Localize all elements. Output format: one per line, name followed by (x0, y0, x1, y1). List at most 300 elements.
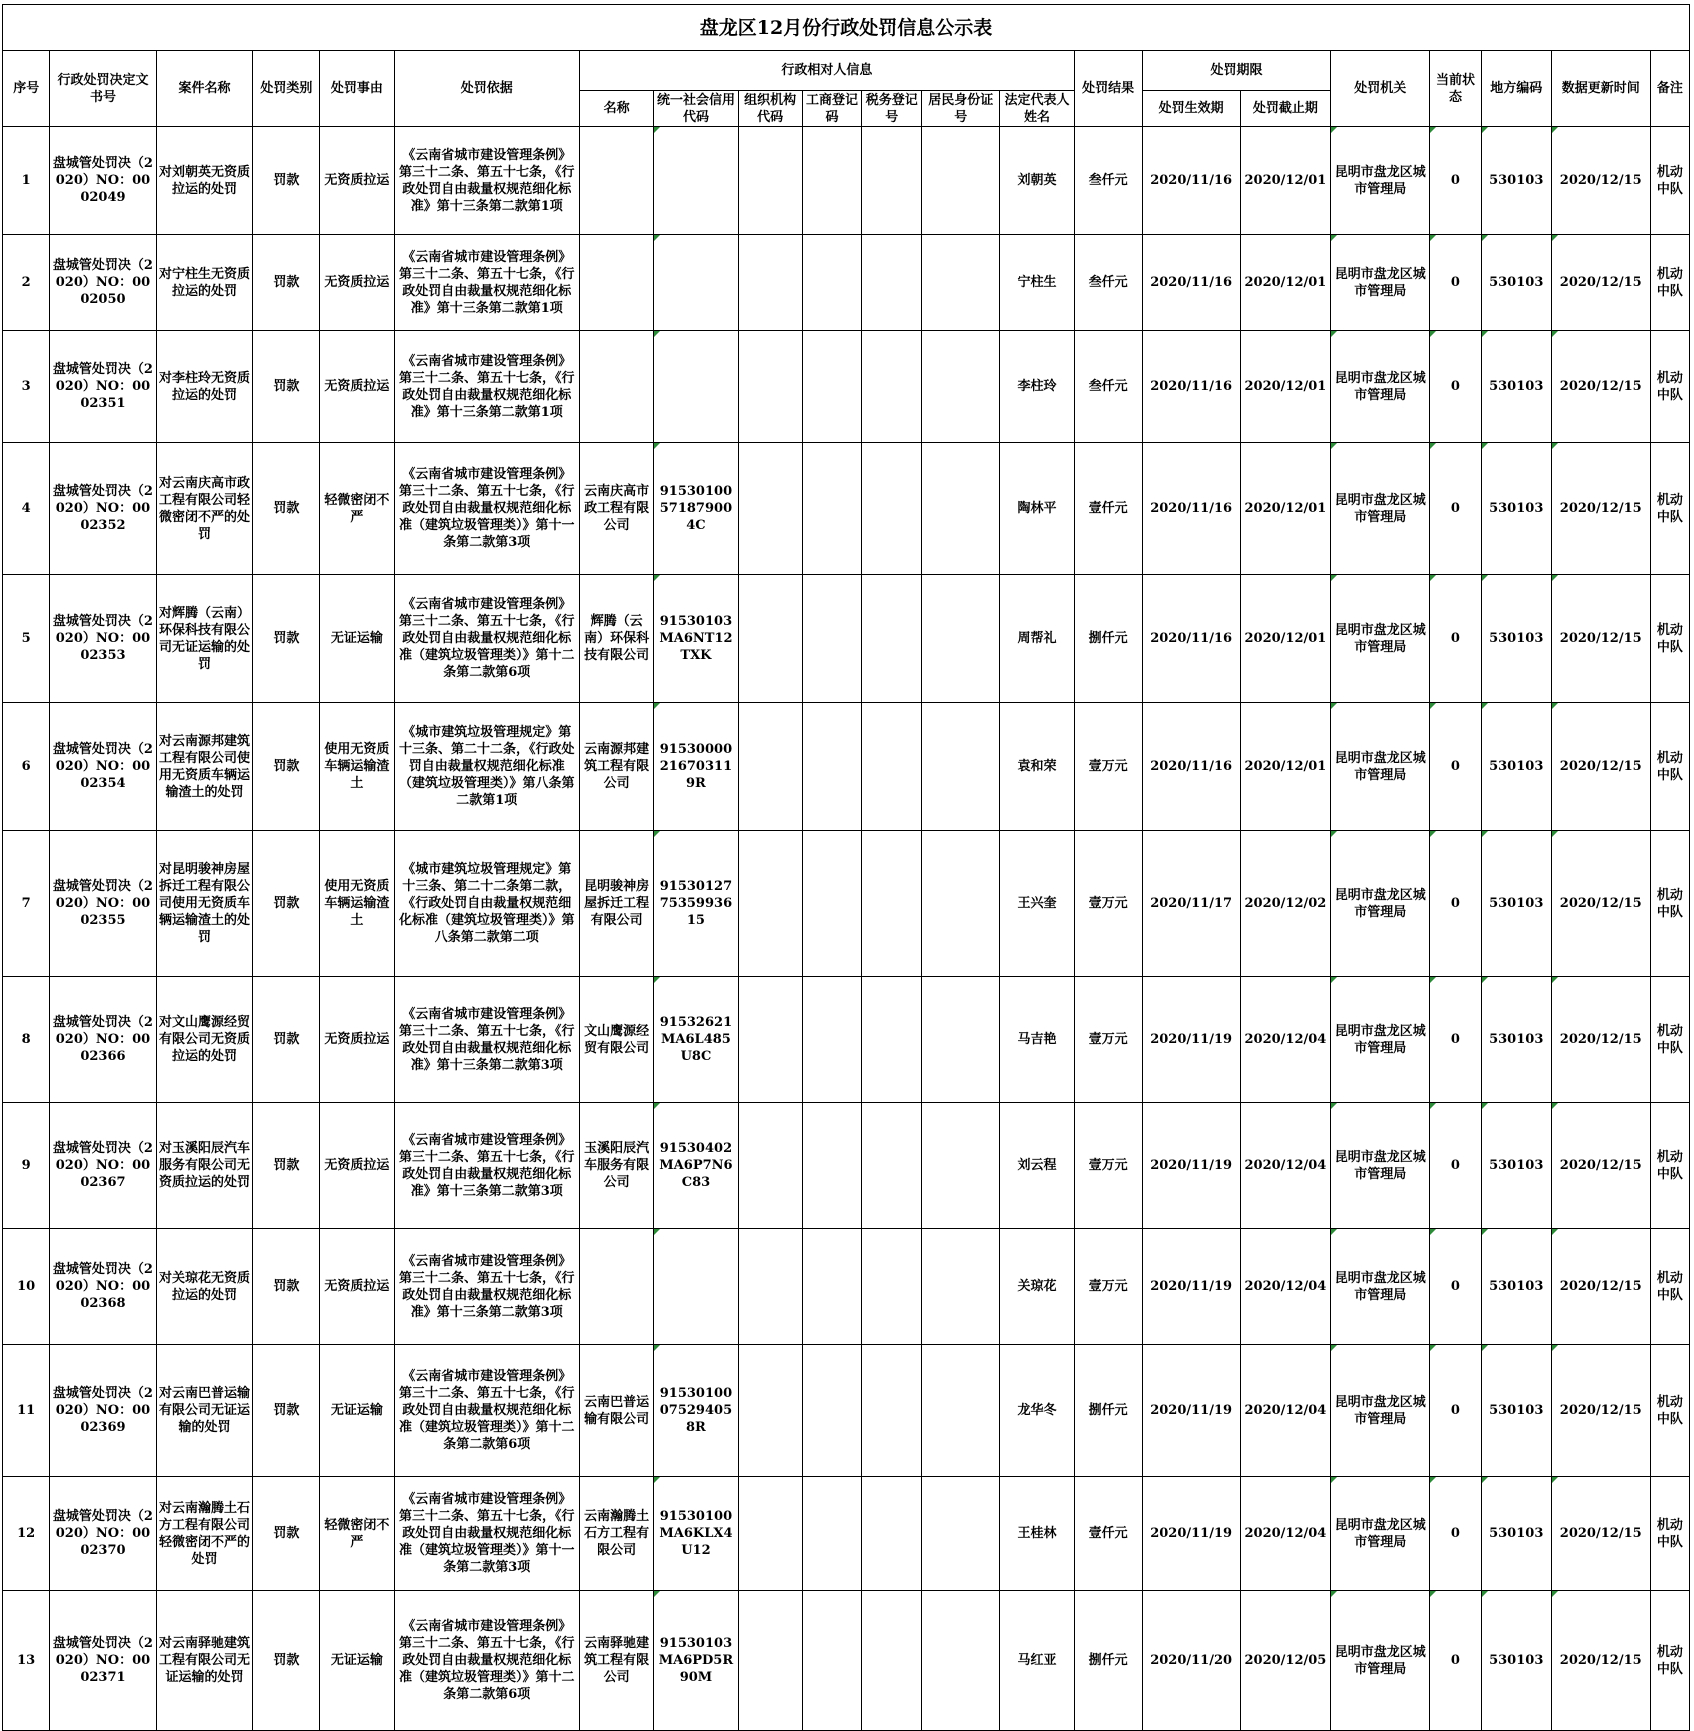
cell-party-name: 云南巴普运输有限公司 (580, 1345, 654, 1477)
cell-remark: 机动中队 (1650, 703, 1689, 831)
header-legal-rep: 法定代表人姓名 (1000, 91, 1074, 127)
cell-id-no (922, 1103, 1000, 1229)
cell-org-code (738, 703, 802, 831)
cell-party-name: 云南驿驰建筑工程有限公司 (580, 1591, 654, 1731)
cell-credit-code: 91530402MA6P7N6C83 (654, 1103, 738, 1229)
cell-party-name (580, 127, 654, 235)
cell-start: 2020/11/16 (1142, 443, 1240, 575)
cell-legal-rep: 刘朝英 (1000, 127, 1074, 235)
cell-tax-reg (862, 235, 922, 331)
cell-result: 壹仟元 (1074, 1477, 1142, 1591)
cell-id-no (922, 1229, 1000, 1345)
cell-remark: 机动中队 (1650, 331, 1689, 443)
table-row (3, 703, 1690, 831)
cell-authority: 昆明市盘龙区城市管理局 (1331, 575, 1430, 703)
cell-seq: 12 (3, 1477, 50, 1591)
cell-status: 0 (1430, 831, 1482, 977)
cell-authority: 昆明市盘龙区城市管理局 (1331, 1477, 1430, 1591)
header-authority: 处罚机关 (1331, 51, 1430, 127)
cell-authority: 昆明市盘龙区城市管理局 (1331, 331, 1430, 443)
cell-case-name: 对玉溪阳辰汽车服务有限公司无资质拉运的处罚 (156, 1103, 253, 1229)
cell-status: 0 (1430, 235, 1482, 331)
cell-legal-rep: 周帮礼 (1000, 575, 1074, 703)
cell-biz-reg (802, 575, 862, 703)
table-row (3, 235, 1690, 331)
cell-legal-rep: 陶林平 (1000, 443, 1074, 575)
cell-start: 2020/11/16 (1142, 235, 1240, 331)
cell-start: 2020/11/16 (1142, 127, 1240, 235)
cell-decision-no: 盘城管处罚决（2020）NO：0002354 (50, 703, 156, 831)
table-row (3, 1103, 1690, 1229)
header-tax-reg: 税务登记号 (862, 91, 922, 127)
cell-update-time: 2020/12/15 (1551, 1345, 1650, 1477)
cell-end: 2020/12/01 (1240, 127, 1331, 235)
cell-remark: 机动中队 (1650, 443, 1689, 575)
cell-org-code (738, 831, 802, 977)
cell-status: 0 (1430, 1229, 1482, 1345)
cell-id-no (922, 443, 1000, 575)
cell-org-code (738, 1229, 802, 1345)
cell-decision-no: 盘城管处罚决（2020）NO：0002368 (50, 1229, 156, 1345)
cell-end: 2020/12/04 (1240, 1229, 1331, 1345)
cell-category: 罚款 (253, 127, 320, 235)
cell-org-code (738, 575, 802, 703)
cell-basis: 《城市建筑垃圾管理规定》第十三条、第二十二条，《行政处罚自由裁量权规范细化标准（建筑垃圾管理类）》第八条第二款第1项 (394, 703, 579, 831)
cell-case-name: 对文山鹰源经贸有限公司无资质拉运的处罚 (156, 977, 253, 1103)
cell-status: 0 (1430, 127, 1482, 235)
cell-end: 2020/12/01 (1240, 235, 1331, 331)
cell-region-code: 530103 (1481, 1103, 1551, 1229)
cell-decision-no: 盘城管处罚决（2020）NO：0002049 (50, 127, 156, 235)
cell-region-code: 530103 (1481, 1477, 1551, 1591)
cell-legal-rep: 李柱玲 (1000, 331, 1074, 443)
cell-seq: 2 (3, 235, 50, 331)
cell-status: 0 (1430, 1345, 1482, 1477)
cell-update-time: 2020/12/15 (1551, 235, 1650, 331)
cell-credit-code: 91532621MA6L485U8C (654, 977, 738, 1103)
header-region-code: 地方编码 (1481, 51, 1551, 127)
cell-biz-reg (802, 1591, 862, 1731)
cell-start: 2020/11/19 (1142, 1345, 1240, 1477)
cell-authority: 昆明市盘龙区城市管理局 (1331, 703, 1430, 831)
cell-case-name: 对云南源邦建筑工程有限公司使用无资质车辆运输渣土的处罚 (156, 703, 253, 831)
cell-id-no (922, 977, 1000, 1103)
cell-region-code: 530103 (1481, 1229, 1551, 1345)
header-party-name: 名称 (580, 91, 654, 127)
cell-authority: 昆明市盘龙区城市管理局 (1331, 127, 1430, 235)
cell-legal-rep: 宁柱生 (1000, 235, 1074, 331)
cell-case-name: 对辉腾（云南）环保科技有限公司无证运输的处罚 (156, 575, 253, 703)
cell-region-code: 530103 (1481, 235, 1551, 331)
table-row (3, 331, 1690, 443)
cell-remark: 机动中队 (1650, 1591, 1689, 1731)
cell-remark: 机动中队 (1650, 127, 1689, 235)
cell-update-time: 2020/12/15 (1551, 575, 1650, 703)
cell-end: 2020/12/02 (1240, 831, 1331, 977)
cell-legal-rep: 刘云程 (1000, 1103, 1074, 1229)
cell-status: 0 (1430, 575, 1482, 703)
cell-org-code (738, 127, 802, 235)
cell-result: 叁仟元 (1074, 331, 1142, 443)
cell-case-name: 对云南瀚腾土石方工程有限公司轻微密闭不严的处罚 (156, 1477, 253, 1591)
cell-authority: 昆明市盘龙区城市管理局 (1331, 977, 1430, 1103)
cell-party-name (580, 331, 654, 443)
cell-seq: 9 (3, 1103, 50, 1229)
header-category: 处罚类别 (253, 51, 320, 127)
cell-basis: 《云南省城市建设管理条例》第三十二条、第五十七条，《行政处罚自由裁量权规范细化标准（建筑垃圾管理类）》第十一条第二款第3项 (394, 1477, 579, 1591)
table-row (3, 831, 1690, 977)
cell-case-name: 对刘朝英无资质拉运的处罚 (156, 127, 253, 235)
cell-result: 捌仟元 (1074, 575, 1142, 703)
cell-org-code (738, 331, 802, 443)
cell-end: 2020/12/04 (1240, 1103, 1331, 1229)
cell-basis: 《云南省城市建设管理条例》第三十二条、第五十七条，《行政处罚自由裁量权规范细化标准》第十三条第二款第1项 (394, 331, 579, 443)
cell-region-code: 530103 (1481, 127, 1551, 235)
cell-status: 0 (1430, 703, 1482, 831)
cell-org-code (738, 1477, 802, 1591)
cell-party-name: 文山鹰源经贸有限公司 (580, 977, 654, 1103)
table-row (3, 1345, 1690, 1477)
cell-update-time: 2020/12/15 (1551, 127, 1650, 235)
cell-credit-code: 91530100MA6KLX4U12 (654, 1477, 738, 1591)
cell-status: 0 (1430, 443, 1482, 575)
cell-region-code: 530103 (1481, 575, 1551, 703)
cell-biz-reg (802, 977, 862, 1103)
cell-start: 2020/11/16 (1142, 575, 1240, 703)
cell-reason: 无资质拉运 (320, 127, 394, 235)
cell-result: 壹万元 (1074, 1103, 1142, 1229)
cell-update-time: 2020/12/15 (1551, 703, 1650, 831)
cell-basis: 《云南省城市建设管理条例》第三十二条、第五十七条，《行政处罚自由裁量权规范细化标准（建筑垃圾管理类）》第十二条第二款第6项 (394, 575, 579, 703)
cell-status: 0 (1430, 977, 1482, 1103)
cell-basis: 《云南省城市建设管理条例》第三十二条、第五十七条，《行政处罚自由裁量权规范细化标准（建筑垃圾管理类）》第十一条第二款第3项 (394, 443, 579, 575)
cell-result: 壹仟元 (1074, 443, 1142, 575)
cell-legal-rep: 王兴奎 (1000, 831, 1074, 977)
cell-biz-reg (802, 1345, 862, 1477)
cell-region-code: 530103 (1481, 831, 1551, 977)
cell-start: 2020/11/19 (1142, 1103, 1240, 1229)
cell-seq: 3 (3, 331, 50, 443)
cell-end: 2020/12/04 (1240, 1477, 1331, 1591)
cell-id-no (922, 331, 1000, 443)
cell-start: 2020/11/16 (1142, 331, 1240, 443)
header-biz-reg: 工商登记码 (802, 91, 862, 127)
cell-credit-code (654, 127, 738, 235)
cell-tax-reg (862, 1229, 922, 1345)
cell-region-code: 530103 (1481, 977, 1551, 1103)
cell-id-no (922, 235, 1000, 331)
cell-decision-no: 盘城管处罚决（2020）NO：0002370 (50, 1477, 156, 1591)
header-period: 处罚期限 (1142, 51, 1331, 91)
cell-category: 罚款 (253, 1477, 320, 1591)
cell-end: 2020/12/05 (1240, 1591, 1331, 1731)
cell-decision-no: 盘城管处罚决（2020）NO：0002366 (50, 977, 156, 1103)
cell-credit-code: 915301277535993615 (654, 831, 738, 977)
cell-party-name: 云南庆高市政工程有限公司 (580, 443, 654, 575)
cell-biz-reg (802, 831, 862, 977)
header-case-name: 案件名称 (156, 51, 253, 127)
cell-result: 壹万元 (1074, 977, 1142, 1103)
cell-category: 罚款 (253, 575, 320, 703)
cell-start: 2020/11/17 (1142, 831, 1240, 977)
cell-org-code (738, 1103, 802, 1229)
cell-biz-reg (802, 703, 862, 831)
cell-party-name: 辉腾（云南）环保科技有限公司 (580, 575, 654, 703)
cell-category: 罚款 (253, 1345, 320, 1477)
table-row (3, 1591, 1690, 1731)
sheet-title: 盘龙区12月份行政处罚信息公示表 (2, 4, 1690, 50)
cell-org-code (738, 235, 802, 331)
cell-status: 0 (1430, 1591, 1482, 1731)
cell-authority: 昆明市盘龙区城市管理局 (1331, 443, 1430, 575)
cell-biz-reg (802, 1229, 862, 1345)
header-org-code: 组织机构代码 (738, 91, 802, 127)
cell-org-code (738, 1345, 802, 1477)
cell-id-no (922, 575, 1000, 703)
table-row (3, 977, 1690, 1103)
cell-remark: 机动中队 (1650, 1103, 1689, 1229)
cell-basis: 《云南省城市建设管理条例》第三十二条、第五十七条，《行政处罚自由裁量权规范细化标准（建筑垃圾管理类）》第十二条第二款第6项 (394, 1591, 579, 1731)
cell-seq: 11 (3, 1345, 50, 1477)
table-row (3, 1477, 1690, 1591)
cell-tax-reg (862, 1477, 922, 1591)
cell-tax-reg (862, 331, 922, 443)
cell-case-name: 对云南巴普运输有限公司无证运输的处罚 (156, 1345, 253, 1477)
cell-end: 2020/12/01 (1240, 703, 1331, 831)
cell-end: 2020/12/01 (1240, 443, 1331, 575)
cell-id-no (922, 703, 1000, 831)
cell-start: 2020/11/20 (1142, 1591, 1240, 1731)
cell-result: 壹万元 (1074, 831, 1142, 977)
cell-tax-reg (862, 443, 922, 575)
cell-decision-no: 盘城管处罚决（2020）NO：0002351 (50, 331, 156, 443)
cell-region-code: 530103 (1481, 1345, 1551, 1477)
cell-party-name: 云南瀚腾土石方工程有限公司 (580, 1477, 654, 1591)
cell-basis: 《云南省城市建设管理条例》第三十二条、第五十七条，《行政处罚自由裁量权规范细化标准》第十三条第二款第3项 (394, 1229, 579, 1345)
header-result: 处罚结果 (1074, 51, 1142, 127)
cell-remark: 机动中队 (1650, 831, 1689, 977)
cell-biz-reg (802, 443, 862, 575)
header-start: 处罚生效期 (1142, 91, 1240, 127)
cell-credit-code: 91530000216703119R (654, 703, 738, 831)
cell-basis: 《云南省城市建设管理条例》第三十二条、第五十七条，《行政处罚自由裁量权规范细化标准》第十三条第二款第3项 (394, 977, 579, 1103)
cell-legal-rep: 关琼花 (1000, 1229, 1074, 1345)
cell-remark: 机动中队 (1650, 977, 1689, 1103)
cell-remark: 机动中队 (1650, 235, 1689, 331)
cell-update-time: 2020/12/15 (1551, 1477, 1650, 1591)
cell-remark: 机动中队 (1650, 1229, 1689, 1345)
cell-case-name: 对关琼花无资质拉运的处罚 (156, 1229, 253, 1345)
cell-authority: 昆明市盘龙区城市管理局 (1331, 831, 1430, 977)
cell-party-name: 玉溪阳辰汽车服务有限公司 (580, 1103, 654, 1229)
cell-category: 罚款 (253, 831, 320, 977)
cell-tax-reg (862, 977, 922, 1103)
cell-decision-no: 盘城管处罚决（2020）NO：0002353 (50, 575, 156, 703)
header-reason: 处罚事由 (320, 51, 394, 127)
cell-authority: 昆明市盘龙区城市管理局 (1331, 1229, 1430, 1345)
cell-reason: 无资质拉运 (320, 235, 394, 331)
cell-legal-rep: 龙华冬 (1000, 1345, 1074, 1477)
cell-biz-reg (802, 127, 862, 235)
cell-remark: 机动中队 (1650, 575, 1689, 703)
cell-credit-code: 91530100075294058R (654, 1345, 738, 1477)
cell-update-time: 2020/12/15 (1551, 1591, 1650, 1731)
cell-update-time: 2020/12/15 (1551, 831, 1650, 977)
cell-result: 捌仟元 (1074, 1591, 1142, 1731)
cell-biz-reg (802, 331, 862, 443)
cell-remark: 机动中队 (1650, 1345, 1689, 1477)
header-update-time: 数据更新时间 (1551, 51, 1650, 127)
cell-status: 0 (1430, 1103, 1482, 1229)
cell-category: 罚款 (253, 1229, 320, 1345)
cell-tax-reg (862, 1591, 922, 1731)
cell-reason: 轻微密闭不严 (320, 443, 394, 575)
cell-decision-no: 盘城管处罚决（2020）NO：0002371 (50, 1591, 156, 1731)
cell-update-time: 2020/12/15 (1551, 331, 1650, 443)
cell-id-no (922, 831, 1000, 977)
cell-seq: 10 (3, 1229, 50, 1345)
cell-reason: 使用无资质车辆运输渣土 (320, 831, 394, 977)
cell-decision-no: 盘城管处罚决（2020）NO：0002355 (50, 831, 156, 977)
cell-category: 罚款 (253, 1103, 320, 1229)
cell-region-code: 530103 (1481, 1591, 1551, 1731)
header-remark: 备注 (1650, 51, 1689, 127)
cell-credit-code: 91530103MA6PD5R90M (654, 1591, 738, 1731)
cell-credit-code (654, 331, 738, 443)
cell-category: 罚款 (253, 977, 320, 1103)
cell-reason: 无资质拉运 (320, 1103, 394, 1229)
cell-tax-reg (862, 1345, 922, 1477)
cell-credit-code (654, 235, 738, 331)
cell-start: 2020/11/19 (1142, 977, 1240, 1103)
cell-result: 壹万元 (1074, 703, 1142, 831)
cell-decision-no: 盘城管处罚决（2020）NO：0002369 (50, 1345, 156, 1477)
cell-category: 罚款 (253, 703, 320, 831)
cell-tax-reg (862, 1103, 922, 1229)
cell-status: 0 (1430, 1477, 1482, 1591)
cell-remark: 机动中队 (1650, 1477, 1689, 1591)
table-row (3, 127, 1690, 235)
cell-region-code: 530103 (1481, 443, 1551, 575)
cell-basis: 《城市建筑垃圾管理规定》第十三条、第二十二条第二款，《行政处罚自由裁量权规范细化标准（建筑垃圾管理类）》第八条第二款第二项 (394, 831, 579, 977)
header-basis: 处罚依据 (394, 51, 579, 127)
header-status: 当前状态 (1430, 51, 1482, 127)
penalty-sheet (2, 4, 1690, 1731)
header-decision-no: 行政处罚决定文书号 (50, 51, 156, 127)
cell-start: 2020/11/16 (1142, 703, 1240, 831)
cell-biz-reg (802, 1477, 862, 1591)
cell-category: 罚款 (253, 1591, 320, 1731)
cell-id-no (922, 1591, 1000, 1731)
cell-result: 捌仟元 (1074, 1345, 1142, 1477)
header-id-no: 居民身份证号 (922, 91, 1000, 127)
cell-seq: 13 (3, 1591, 50, 1731)
cell-end: 2020/12/01 (1240, 331, 1331, 443)
cell-credit-code: 91530100571879004C (654, 443, 738, 575)
cell-decision-no: 盘城管处罚决（2020）NO：0002367 (50, 1103, 156, 1229)
cell-seq: 7 (3, 831, 50, 977)
cell-update-time: 2020/12/15 (1551, 443, 1650, 575)
cell-tax-reg (862, 575, 922, 703)
cell-biz-reg (802, 1103, 862, 1229)
cell-legal-rep: 王桂林 (1000, 1477, 1074, 1591)
cell-update-time: 2020/12/15 (1551, 977, 1650, 1103)
header-credit-code: 统一社会信用代码 (654, 91, 738, 127)
cell-reason: 轻微密闭不严 (320, 1477, 394, 1591)
cell-org-code (738, 1591, 802, 1731)
header-seq: 序号 (3, 51, 50, 127)
cell-credit-code (654, 1229, 738, 1345)
cell-legal-rep: 马红亚 (1000, 1591, 1074, 1731)
cell-reason: 使用无资质车辆运输渣土 (320, 703, 394, 831)
cell-id-no (922, 127, 1000, 235)
cell-basis: 《云南省城市建设管理条例》第三十二条、第五十七条，《行政处罚自由裁量权规范细化标准》第十三条第二款第1项 (394, 235, 579, 331)
cell-seq: 4 (3, 443, 50, 575)
cell-seq: 6 (3, 703, 50, 831)
cell-start: 2020/11/19 (1142, 1477, 1240, 1591)
cell-authority: 昆明市盘龙区城市管理局 (1331, 1591, 1430, 1731)
cell-basis: 《云南省城市建设管理条例》第三十二条、第五十七条，《行政处罚自由裁量权规范细化标准》第十三条第二款第3项 (394, 1103, 579, 1229)
cell-category: 罚款 (253, 235, 320, 331)
cell-case-name: 对云南庆高市政工程有限公司轻微密闭不严的处罚 (156, 443, 253, 575)
table-row (3, 443, 1690, 575)
cell-biz-reg (802, 235, 862, 331)
cell-party-name (580, 1229, 654, 1345)
cell-legal-rep: 袁和荣 (1000, 703, 1074, 831)
cell-org-code (738, 977, 802, 1103)
cell-update-time: 2020/12/15 (1551, 1103, 1650, 1229)
cell-basis: 《云南省城市建设管理条例》第三十二条、第五十七条，《行政处罚自由裁量权规范细化标准（建筑垃圾管理类）》第十二条第二款第6项 (394, 1345, 579, 1477)
cell-reason: 无证运输 (320, 575, 394, 703)
cell-legal-rep: 马吉艳 (1000, 977, 1074, 1103)
cell-case-name: 对昆明骏神房屋拆迁工程有限公司使用无资质车辆运输渣土的处罚 (156, 831, 253, 977)
table-body (3, 127, 1690, 1731)
cell-reason: 无资质拉运 (320, 331, 394, 443)
cell-party-name (580, 235, 654, 331)
cell-end: 2020/12/04 (1240, 977, 1331, 1103)
cell-region-code: 530103 (1481, 331, 1551, 443)
cell-credit-code: 91530103MA6NT12TXK (654, 575, 738, 703)
cell-seq: 1 (3, 127, 50, 235)
cell-party-name: 云南源邦建筑工程有限公司 (580, 703, 654, 831)
table-row (3, 575, 1690, 703)
cell-end: 2020/12/04 (1240, 1345, 1331, 1477)
cell-reason: 无证运输 (320, 1591, 394, 1731)
cell-seq: 5 (3, 575, 50, 703)
penalty-table (2, 50, 1690, 1731)
cell-decision-no: 盘城管处罚决（2020）NO：0002352 (50, 443, 156, 575)
cell-case-name: 对李柱玲无资质拉运的处罚 (156, 331, 253, 443)
cell-tax-reg (862, 703, 922, 831)
cell-seq: 8 (3, 977, 50, 1103)
cell-authority: 昆明市盘龙区城市管理局 (1331, 1345, 1430, 1477)
cell-category: 罚款 (253, 443, 320, 575)
cell-reason: 无证运输 (320, 1345, 394, 1477)
cell-tax-reg (862, 831, 922, 977)
cell-decision-no: 盘城管处罚决（2020）NO：0002050 (50, 235, 156, 331)
cell-result: 叁仟元 (1074, 127, 1142, 235)
cell-end: 2020/12/01 (1240, 575, 1331, 703)
cell-id-no (922, 1477, 1000, 1591)
header-party-info: 行政相对人信息 (580, 51, 1075, 91)
cell-authority: 昆明市盘龙区城市管理局 (1331, 235, 1430, 331)
header-end: 处罚截止期 (1240, 91, 1331, 127)
cell-party-name: 昆明骏神房屋拆迁工程有限公司 (580, 831, 654, 977)
cell-tax-reg (862, 127, 922, 235)
cell-case-name: 对云南驿驰建筑工程有限公司无证运输的处罚 (156, 1591, 253, 1731)
cell-basis: 《云南省城市建设管理条例》第三十二条、第五十七条，《行政处罚自由裁量权规范细化标准》第十三条第二款第1项 (394, 127, 579, 235)
cell-start: 2020/11/19 (1142, 1229, 1240, 1345)
